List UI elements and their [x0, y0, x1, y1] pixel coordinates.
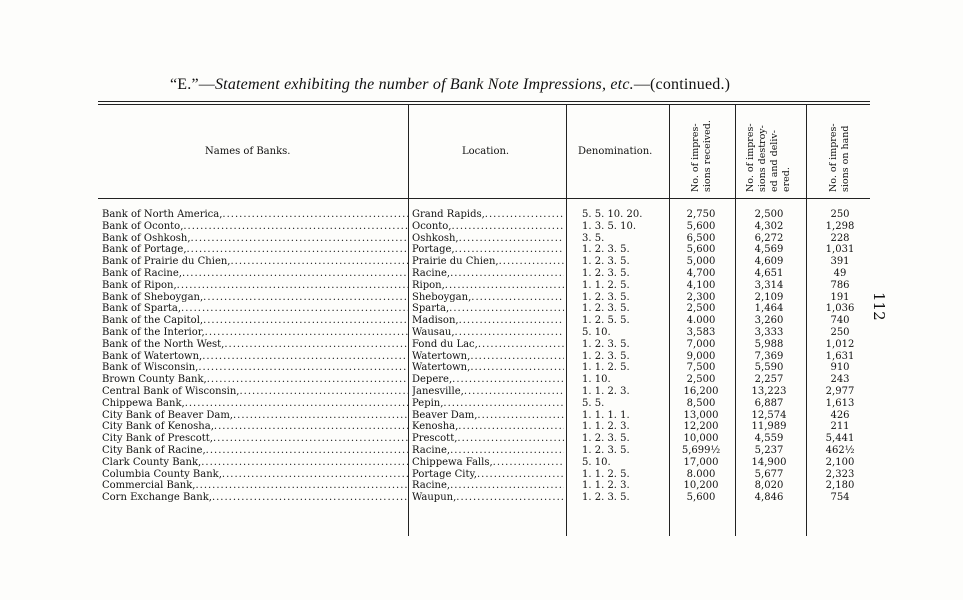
impressions-received: 2,300	[686, 291, 716, 303]
bank-denomination: 1. 2. 3. 5.	[582, 492, 630, 504]
impressions-on-hand: 754	[830, 492, 850, 504]
bank-name: Bank of Racine, .....	[102, 268, 408, 280]
bank-denomination: 1. 2. 5. 5.	[582, 315, 630, 327]
impressions-destroyed: 8,020	[754, 480, 784, 492]
impressions-destroyed: 5,237	[754, 444, 784, 456]
impressions-on-hand: 2,100	[825, 456, 855, 468]
header-received-line-2: sions received.	[702, 120, 713, 192]
table-top-rule-inner	[98, 104, 870, 105]
bank-location: Depere, .....	[412, 374, 564, 386]
impressions-destroyed: 2,257	[754, 374, 784, 386]
bank-denomination: 1. 10.	[582, 374, 611, 386]
bank-location: Chippewa Falls, .....	[412, 457, 564, 469]
title-main: Statement exhibiting the number of Bank Note Impressions, etc.	[214, 76, 634, 93]
impressions-destroyed: 14,900	[751, 456, 787, 468]
bank-name: Bank of Prairie du Chien, .....	[102, 256, 408, 268]
bank-denomination: 1. 2. 3. 5.	[582, 291, 630, 303]
impressions-on-hand: 910	[830, 362, 850, 374]
impressions-received: 5,699½	[681, 444, 721, 456]
table-row	[0, 280, 963, 292]
impressions-destroyed: 4,609	[754, 256, 784, 268]
bank-location: Oconto, .....	[412, 221, 564, 233]
table-row	[0, 292, 963, 304]
bank-location: Racine, .....	[412, 445, 564, 457]
impressions-on-hand: 250	[830, 326, 850, 338]
bank-location: Watertown, .....	[412, 351, 564, 363]
table-row	[0, 327, 963, 339]
bank-location: Prescott, .....	[412, 433, 564, 445]
impressions-on-hand: 49	[833, 267, 847, 279]
bank-location: Oshkosh, .....	[412, 233, 564, 245]
bank-denomination: 1. 2. 3. 5.	[582, 244, 630, 256]
bank-denomination: 1. 2. 3. 5.	[582, 267, 630, 279]
impressions-received: 6,500	[686, 232, 716, 244]
impressions-destroyed: 4,846	[754, 492, 784, 504]
impressions-on-hand: 211	[830, 421, 850, 433]
impressions-received: 13,000	[683, 409, 719, 421]
bank-location: Fond du Lac, .....	[412, 339, 564, 351]
impressions-destroyed: 3,260	[754, 315, 784, 327]
impressions-on-hand: 1,613	[825, 397, 855, 409]
impressions-received: 3,583	[686, 326, 716, 338]
impressions-received: 7,000	[686, 338, 716, 350]
bank-name: Bank of Ripon, .....	[102, 280, 408, 292]
impressions-destroyed: 4,569	[754, 244, 784, 256]
impressions-on-hand: 1,012	[825, 338, 855, 350]
bank-location: Grand Rapids, .....	[412, 209, 564, 221]
header-denomination: Denomination.	[578, 146, 653, 157]
impressions-received: 10,000	[683, 433, 719, 445]
bank-name: Brown County Bank, .....	[102, 374, 408, 386]
bank-name: Bank of Oshkosh, .....	[102, 233, 408, 245]
title-suffix: —(continued.)	[633, 76, 731, 93]
bank-name: Commercial Bank, .....	[102, 480, 408, 492]
bank-name: Bank of Watertown, .....	[102, 351, 408, 363]
table-row	[0, 398, 963, 410]
impressions-destroyed: 4,302	[754, 220, 784, 232]
table-row	[0, 362, 963, 374]
bank-location: Waupun, .....	[412, 492, 564, 504]
table-row	[0, 421, 963, 433]
bank-name: City Bank of Prescott, .....	[102, 433, 408, 445]
impressions-received: 8.000	[686, 468, 716, 480]
impressions-received: 16,200	[683, 385, 719, 397]
table-row	[0, 469, 963, 481]
impressions-destroyed: 6,887	[754, 397, 784, 409]
header-impressions-destroyed	[745, 123, 793, 192]
table-top-rule	[98, 101, 870, 102]
impressions-on-hand: 1,298	[825, 220, 855, 232]
impressions-on-hand: 391	[830, 256, 850, 268]
table-row	[0, 233, 963, 245]
impressions-on-hand: 1,631	[825, 350, 855, 362]
bank-denomination: 1. 2. 3. 5.	[582, 303, 630, 315]
header-location: Location.	[462, 146, 510, 157]
impressions-on-hand: 462½	[825, 444, 855, 456]
impressions-destroyed: 4,559	[754, 433, 784, 445]
bank-denomination: 1. 2. 3. 5.	[582, 433, 630, 445]
impressions-on-hand: 1,036	[825, 303, 855, 315]
bank-denomination: 1. 1. 2. 5.	[582, 468, 630, 480]
impressions-destroyed: 11,989	[751, 421, 787, 433]
impressions-destroyed: 1,464	[754, 303, 784, 315]
bank-name: Bank of the North West, .....	[102, 339, 408, 351]
impressions-on-hand: 786	[830, 279, 850, 291]
table-row	[0, 480, 963, 492]
table-row	[0, 457, 963, 469]
statement-title	[170, 76, 850, 94]
header-impressions-on-hand	[828, 123, 852, 192]
table-row	[0, 351, 963, 363]
bank-name: City Bank of Beaver Dam, .....	[102, 410, 408, 422]
table-row	[0, 492, 963, 504]
table-row	[0, 386, 963, 398]
impressions-received: 4,700	[686, 267, 716, 279]
bank-name: Bank of the Interior, .....	[102, 327, 408, 339]
impressions-received: 5,600	[686, 492, 716, 504]
header-destroyed-line-2: sions destroy-	[757, 125, 768, 192]
impressions-destroyed: 12,574	[751, 409, 787, 421]
bank-name: Bank of the Capitol, .....	[102, 315, 408, 327]
impressions-on-hand: 2,323	[825, 468, 855, 480]
bank-name: Chippewa Bank, .....	[102, 398, 408, 410]
bank-location: Racine, .....	[412, 268, 564, 280]
impressions-received: 2,500	[686, 303, 716, 315]
impressions-received: 2,750	[686, 209, 716, 220]
page-number: 112	[870, 292, 888, 321]
impressions-on-hand: 740	[830, 315, 850, 327]
bank-location: Prairie du Chien, .....	[412, 256, 564, 268]
header-destroyed-line-4: ered.	[781, 167, 792, 192]
impressions-destroyed: 4,651	[754, 267, 784, 279]
bank-location: Madison, .....	[412, 315, 564, 327]
header-received-line-1: No. of impres-	[690, 123, 701, 192]
bank-denomination: 5. 10.	[582, 456, 611, 468]
bank-location: Racine, .....	[412, 480, 564, 492]
bank-denomination: 1. 1. 2. 5.	[582, 362, 630, 374]
bank-denomination: 1. 3. 5. 10.	[582, 220, 637, 232]
bank-location: Wausau, .....	[412, 327, 564, 339]
table-row	[0, 339, 963, 351]
impressions-received: 10,200	[683, 480, 719, 492]
impressions-received: 12,200	[683, 421, 719, 433]
bank-location: Janesville, .....	[412, 386, 564, 398]
impressions-destroyed: 5,988	[754, 338, 784, 350]
impressions-received: 5,600	[686, 220, 716, 232]
bank-name: Bank of Sheboygan, .....	[102, 292, 408, 304]
impressions-received: 5,600	[686, 244, 716, 256]
table-row	[0, 303, 963, 315]
header-destroyed-line-1: No. of impres-	[745, 123, 756, 192]
bank-denomination: 1. 2. 3. 5.	[582, 338, 630, 350]
impressions-received: 4,100	[686, 279, 716, 291]
bank-denomination: 3. 5.	[582, 232, 605, 244]
impressions-received: 8,500	[686, 397, 716, 409]
bank-denomination: 1. 1. 1. 1.	[582, 409, 630, 421]
bank-denomination: 1. 1. 2. 3.	[582, 480, 630, 492]
bank-denomination: 5. 5.	[582, 397, 605, 409]
bank-location: Portage, .....	[412, 244, 564, 256]
impressions-on-hand: 250	[830, 209, 850, 220]
impressions-on-hand: 2,977	[825, 385, 855, 397]
bank-table-body	[0, 209, 963, 504]
impressions-received: 17,000	[683, 456, 719, 468]
impressions-destroyed: 5,677	[754, 468, 784, 480]
bank-location: Pepin, .....	[412, 398, 564, 410]
header-names-of-banks: Names of Banks.	[205, 146, 291, 157]
table-row	[0, 315, 963, 327]
bank-location: Watertown, .....	[412, 362, 564, 374]
table-row	[0, 209, 963, 221]
bank-name: Bank of Sparta, .....	[102, 303, 408, 315]
bank-denomination: 1. 1. 2. 5.	[582, 279, 630, 291]
bank-denomination: 1. 1. 2. 3.	[582, 421, 630, 433]
header-bottom-rule	[98, 198, 870, 199]
table-row	[0, 221, 963, 233]
title-prefix: “E.”—	[170, 76, 215, 93]
bank-name: Columbia County Bank, .....	[102, 469, 408, 481]
impressions-destroyed: 7,369	[754, 350, 784, 362]
impressions-on-hand: 228	[830, 232, 850, 244]
impressions-destroyed: 6,272	[754, 232, 784, 244]
impressions-destroyed: 3,314	[754, 279, 784, 291]
impressions-on-hand: 191	[830, 291, 850, 303]
bank-name: City Bank of Racine, .....	[102, 445, 408, 457]
bank-name: Bank of Portage, .....	[102, 244, 408, 256]
impressions-received: 2,500	[686, 374, 716, 386]
impressions-destroyed: 3,333	[754, 326, 784, 338]
bank-denomination: 5. 10.	[582, 326, 611, 338]
bank-location: Sparta, .....	[412, 303, 564, 315]
bank-location: Portage City, .....	[412, 469, 564, 481]
bank-location: Ripon, .....	[412, 280, 564, 292]
bank-name: Clark County Bank, .....	[102, 457, 408, 469]
impressions-destroyed: 5,590	[754, 362, 784, 374]
bank-denomination: 1. 2. 3. 5.	[582, 350, 630, 362]
impressions-received: 4.000	[686, 315, 716, 327]
impressions-on-hand: 5,441	[825, 433, 855, 445]
header-impressions-received	[690, 120, 714, 192]
table-row	[0, 374, 963, 386]
impressions-on-hand: 2,180	[825, 480, 855, 492]
bank-denomination: 1. 1. 2. 3.	[582, 385, 630, 397]
impressions-on-hand: 243	[830, 374, 850, 386]
table-row	[0, 433, 963, 445]
impressions-received: 9,000	[686, 350, 716, 362]
table-row	[0, 268, 963, 280]
impressions-received: 5,000	[686, 256, 716, 268]
bank-denomination: 1. 2. 3. 5.	[582, 256, 630, 268]
impressions-on-hand: 1,031	[825, 244, 855, 256]
table-row	[0, 410, 963, 422]
bank-denomination: 5. 5. 10. 20.	[582, 209, 643, 220]
header-on-hand-line-2: sions on hand	[840, 125, 851, 192]
impressions-on-hand: 426	[830, 409, 850, 421]
impressions-destroyed: 2,500	[754, 209, 784, 220]
bank-name: Central Bank of Wisconsin, .....	[102, 386, 408, 398]
bank-name: City Bank of Kenosha, .....	[102, 421, 408, 433]
bank-name: Bank of Oconto, .....	[102, 221, 408, 233]
header-destroyed-line-3: ed and deliv-	[769, 130, 780, 192]
impressions-destroyed: 2,109	[754, 291, 784, 303]
bank-name: Bank of North America, .....	[102, 209, 408, 221]
table-row	[0, 445, 963, 457]
bank-location: Kenosha, .....	[412, 421, 564, 433]
bank-name: Corn Exchange Bank, .....	[102, 492, 408, 504]
table-row	[0, 244, 963, 256]
header-on-hand-line-1: No. of impres-	[828, 123, 839, 192]
impressions-destroyed: 13,223	[751, 385, 787, 397]
bank-location: Beaver Dam, .....	[412, 410, 564, 422]
impressions-received: 7,500	[686, 362, 716, 374]
table-row	[0, 256, 963, 268]
bank-location: Sheboygan, .....	[412, 292, 564, 304]
bank-name: Bank of Wisconsin, .....	[102, 362, 408, 374]
bank-denomination: 1. 2. 3. 5.	[582, 444, 630, 456]
